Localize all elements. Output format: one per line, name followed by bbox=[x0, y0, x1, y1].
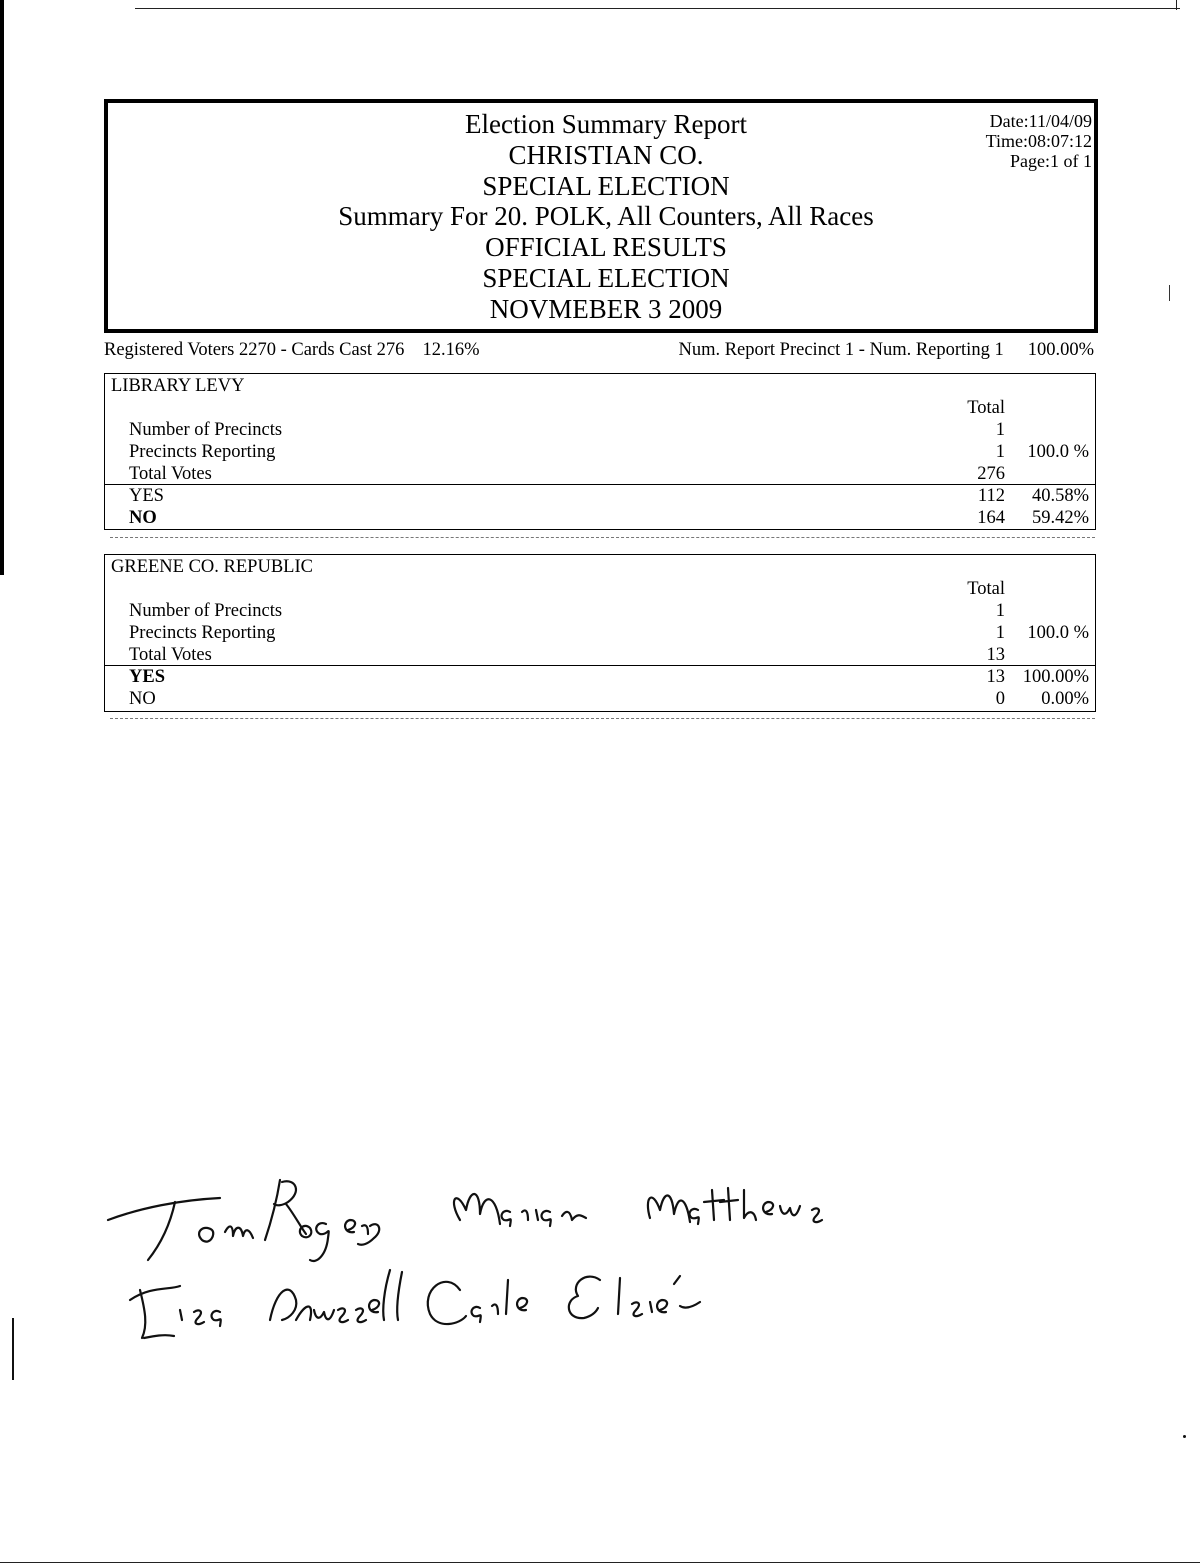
box-shadow-line bbox=[110, 537, 1095, 538]
handwritten-signatures bbox=[100, 1160, 860, 1350]
reporting-percent: 100.00% bbox=[1027, 340, 1094, 360]
stat-row bbox=[105, 601, 1095, 623]
total-column-header: Total bbox=[967, 579, 1005, 599]
choice-votes: 0 bbox=[995, 689, 1005, 709]
choice-label: YES bbox=[129, 667, 165, 687]
choice-label: NO bbox=[129, 689, 156, 709]
stat-label: Number of Precincts bbox=[129, 601, 283, 621]
stat-row bbox=[105, 420, 1095, 442]
stat-label: Precincts Reporting bbox=[129, 623, 276, 643]
divider bbox=[105, 484, 1095, 485]
choice-label: YES bbox=[129, 486, 164, 506]
report-title-block bbox=[108, 109, 1104, 325]
choice-label: NO bbox=[129, 508, 157, 528]
choice-percent: 100.00% bbox=[1022, 667, 1089, 687]
report-date: Date:11/04/09 bbox=[989, 111, 1092, 131]
race-title: LIBRARY LEVY bbox=[111, 376, 245, 396]
report-header bbox=[104, 99, 1098, 333]
race-library-levy bbox=[104, 373, 1096, 530]
scan-dot bbox=[1183, 1435, 1186, 1438]
report-page: Page:1 of 1 bbox=[1010, 151, 1092, 171]
race-greene-co-republic bbox=[104, 554, 1096, 712]
race-title: GREENE CO. REPUBLIC bbox=[111, 557, 313, 577]
stat-value: 276 bbox=[977, 464, 1005, 484]
choice-percent: 59.42% bbox=[1031, 508, 1089, 528]
stat-label: Total Votes bbox=[129, 645, 212, 665]
stat-percent: 100.0 % bbox=[1027, 442, 1089, 462]
turnout-percent: 12.16% bbox=[422, 340, 480, 360]
choice-row bbox=[105, 486, 1095, 508]
scan-edge-line bbox=[0, 1562, 1200, 1563]
results-status: OFFICIAL RESULTS bbox=[485, 232, 727, 263]
choice-votes: 164 bbox=[977, 508, 1005, 528]
choice-percent: 0.00% bbox=[1041, 689, 1089, 709]
choice-percent: 40.58% bbox=[1031, 486, 1089, 506]
stat-row bbox=[105, 464, 1095, 486]
total-column-header: Total bbox=[967, 398, 1005, 418]
scan-edge-left bbox=[0, 0, 4, 575]
stat-row bbox=[105, 623, 1095, 645]
election-type: SPECIAL ELECTION bbox=[482, 170, 730, 201]
box-shadow-line bbox=[110, 718, 1095, 719]
scan-mark bbox=[12, 1318, 14, 1380]
stat-row bbox=[105, 442, 1095, 464]
report-meta bbox=[986, 111, 1092, 171]
stat-value: 1 bbox=[995, 442, 1005, 462]
choice-row bbox=[105, 508, 1095, 530]
choice-row bbox=[105, 689, 1095, 711]
stat-value: 1 bbox=[995, 420, 1005, 440]
county-name: CHRISTIAN CO. bbox=[508, 139, 704, 170]
stat-label: Precincts Reporting bbox=[129, 442, 276, 462]
stat-label: Total Votes bbox=[129, 464, 212, 484]
divider bbox=[105, 665, 1095, 666]
stat-value: 13 bbox=[986, 645, 1005, 665]
report-time: Time:08:07:12 bbox=[985, 131, 1092, 151]
stat-value: 1 bbox=[995, 623, 1005, 643]
election-type-secondary: SPECIAL ELECTION bbox=[482, 262, 730, 293]
scan-mark bbox=[1176, 0, 1177, 10]
summary-scope: Summary For 20. POLK, All Counters, All Races bbox=[338, 201, 874, 232]
report-title: Election Summary Report bbox=[465, 109, 747, 139]
scan-mark bbox=[1169, 285, 1170, 301]
choice-votes: 13 bbox=[986, 667, 1005, 687]
registered-voters: Registered Voters 2270 - Cards Cast 276 bbox=[104, 340, 405, 360]
stat-value: 1 bbox=[995, 601, 1005, 621]
stat-percent: 100.0 % bbox=[1027, 623, 1089, 643]
stat-label: Number of Precincts bbox=[129, 420, 283, 440]
election-date: NOVMEBER 3 2009 bbox=[489, 293, 723, 324]
choice-votes: 112 bbox=[977, 486, 1005, 506]
scan-edge-line bbox=[135, 8, 1180, 9]
choice-row bbox=[105, 667, 1095, 689]
stat-row bbox=[105, 645, 1095, 667]
precincts-reporting-summary: Num. Report Precinct 1 - Num. Reporting 1 bbox=[678, 340, 1004, 360]
